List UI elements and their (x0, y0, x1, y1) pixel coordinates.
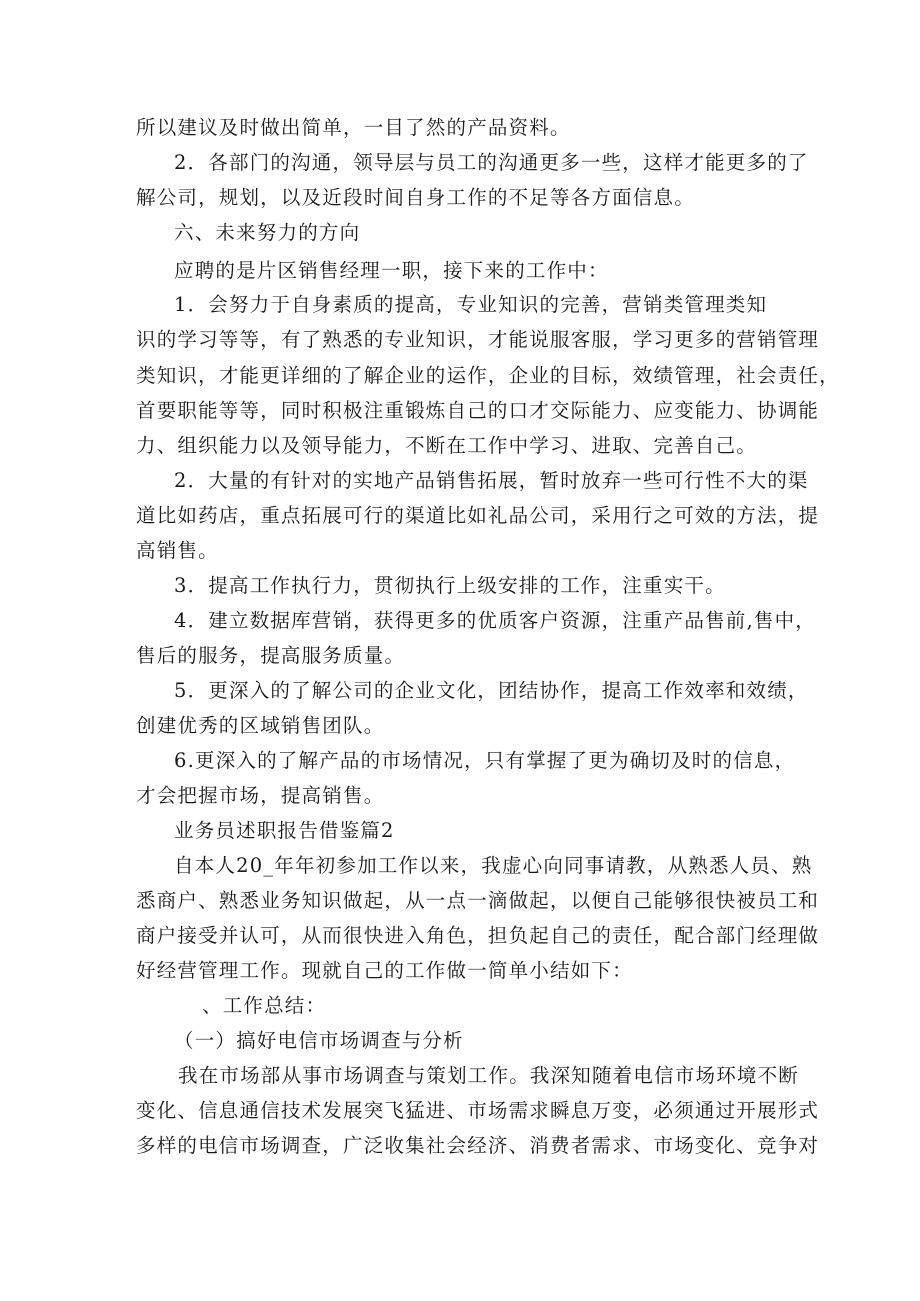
text-line: 应聘的是片区销售经理一职，接下来的工作中： (174, 259, 609, 282)
text-line: 2．各部门的沟通，领导层与员工的沟通更多一些，这样才能更多的了 (174, 151, 809, 174)
text-line: 6.更深入的了解产品的市场情况，只有掌握了更为确切及时的信息， (174, 749, 796, 772)
section-heading: 六、未来努力的方向 (174, 221, 361, 244)
text-line: 高销售。 (136, 539, 219, 562)
text-line: 首要职能等等，同时积极注重锻炼自己的口才交际能力、应变能力、协调能 (136, 399, 820, 422)
text-line: 我在市场部从事市场调查与策划工作。我深知随着电信市场环境不断 (178, 1064, 800, 1087)
text-line: 类知识，才能更详细的了解企业的运作，企业的目标，效绩管理，社会责任， (136, 364, 840, 387)
section-heading: （一）搞好电信市场调查与分析 (174, 1029, 464, 1052)
text-line: 力、组织能力以及领导能力，不断在工作中学习、进取、完善自己。 (136, 434, 758, 457)
text-line: 变化、信息通信技术发展突飞猛进、市场需求瞬息万变，必须通过开展形式 (136, 1099, 820, 1122)
text-line: 才会把握市场，提高销售。 (136, 784, 385, 807)
text-line: 好经营管理工作。现就自己的工作做一简单小结如下： (136, 959, 633, 982)
text-line: 道比如药店，重点拓展可行的渠道比如礼品公司，采用行之可效的方法，提 (136, 504, 820, 527)
section-heading: 、工作总结： (202, 994, 327, 1017)
text-line: 售后的服务，提高服务质量。 (136, 644, 406, 667)
text-line: 1．会努力于自身素质的提高，专业知识的完善，营销类管理类知 (174, 293, 768, 316)
text-line: 自本人20_年年初参加工作以来，我虚心向同事请教，从熟悉人员、熟 (174, 854, 813, 877)
text-line: 所以建议及时做出简单，一目了然的产品资料。 (136, 116, 571, 139)
text-line: 商户接受并认可，从而很快进入角色，担负起自己的责任，配合部门经理做 (136, 924, 820, 947)
text-line: 3．提高工作执行力，贯彻执行上级安排的工作，注重实干。 (174, 574, 726, 597)
text-line: 解公司，规划，以及近段时间自身工作的不足等各方面信息。 (136, 186, 695, 209)
text-line: 4．建立数据库营销，获得更多的优质客户资源，注重产品售前,售中， (174, 609, 817, 632)
text-line: 5．更深入的了解公司的企业文化，团结协作，提高工作效率和效绩， (174, 679, 809, 702)
text-line: 多样的电信市场调查，广泛收集社会经济、消费者需求、市场变化、竞争对 (136, 1134, 820, 1157)
text-line: 创建优秀的区域销售团队。 (136, 714, 385, 737)
text-line: 2．大量的有针对的实地产品销售拓展，暂时放弃一些可行性不大的渠 (174, 469, 809, 492)
text-line: 悉商户、熟悉业务知识做起，从一点一滴做起，以便自己能够很快被员工和 (136, 889, 820, 912)
section-heading: 业务员述职报告借鉴篇2 (174, 819, 395, 842)
text-line: 识的学习等等，有了熟悉的专业知识，才能说服客服，学习更多的营销管理 (136, 328, 820, 351)
